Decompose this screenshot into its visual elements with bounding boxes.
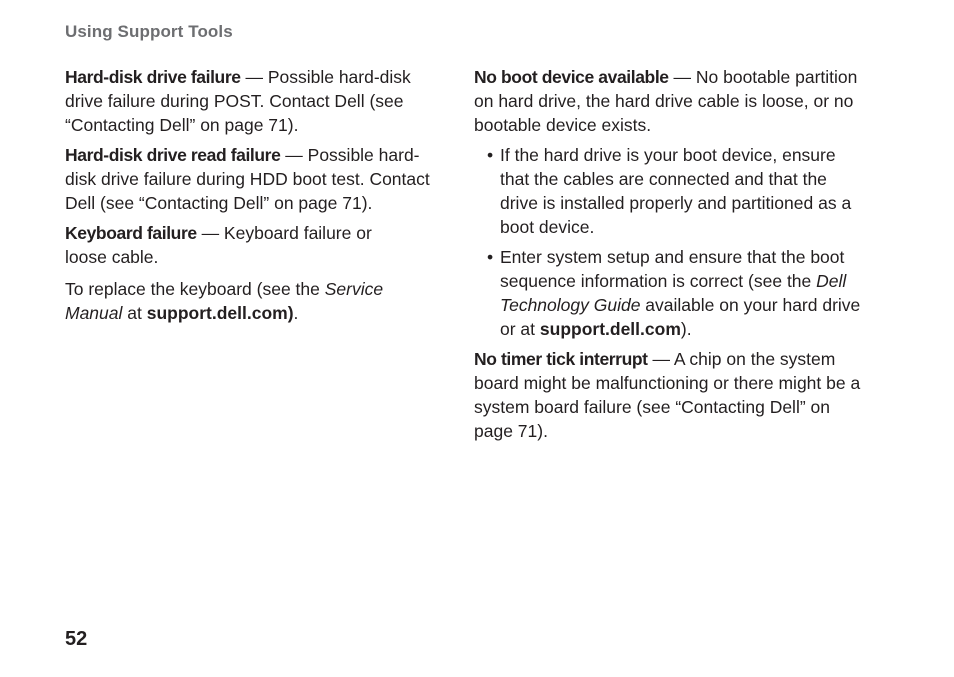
bullet-icon: • <box>487 145 494 165</box>
keyboard-replace-note <box>65 277 440 325</box>
support-site-link[interactable]: support.dell.com) <box>146 303 294 323</box>
hdd-read-failure-term: Hard-disk drive read failure <box>65 145 281 165</box>
page-number: 52 <box>65 628 88 650</box>
section-title: Using Support Tools <box>65 22 233 41</box>
list-item <box>474 143 864 239</box>
bullet-icon: • <box>487 247 494 267</box>
keyboard-failure-entry <box>65 221 385 269</box>
no-timer-tick-entry <box>474 347 864 443</box>
hdd-read-failure-description: — Possible hard-disk drive failure during HDD boot test. Contact Dell (see “Contacting Dell” on page 71). <box>65 145 430 213</box>
bullet-text: If the hard drive is your boot device, ensure that the cables are connected and that the drive is installed properly and partitioned as a boot device. <box>500 145 852 237</box>
keyboard-failure-term: Keyboard failure <box>65 223 197 243</box>
keyboard-failure-description: — Keyboard failure or loose cable. <box>65 223 372 267</box>
keyboard-replace-text: To replace the keyboard (see the <box>65 279 325 299</box>
hdd-failure-term: Hard-disk drive failure <box>65 67 241 87</box>
list-item <box>474 245 864 341</box>
no-boot-device-description: — No bootable partition on hard drive, the hard drive cable is loose, or no bootable device exists. <box>474 67 858 135</box>
no-boot-device-entry <box>474 65 864 137</box>
right-column <box>474 65 864 449</box>
boot-device-bullet-list <box>474 143 864 341</box>
support-site-link[interactable]: support.dell.com <box>539 319 681 339</box>
bullet-text-end: ). <box>680 319 692 339</box>
no-timer-tick-term: No timer tick interrupt <box>474 349 648 369</box>
left-column <box>65 65 440 331</box>
no-boot-device-term: No boot device available <box>474 67 669 87</box>
keyboard-replace-end: . <box>293 303 299 323</box>
bullet-text-middle: available on your hard drive or at <box>500 295 861 339</box>
no-timer-tick-description: — A chip on the system board might be malfunctioning or there might be a system board failure (see “Contacting Dell” on page 71). <box>474 349 861 441</box>
hdd-read-failure-entry <box>65 143 440 215</box>
keyboard-replace-at: at <box>122 303 147 323</box>
technology-guide-title: Dell Technology Guide <box>500 271 847 315</box>
hdd-failure-entry <box>65 65 440 137</box>
hdd-failure-description: — Possible hard-disk drive failure during POST. Contact Dell (see “Contacting Dell” on page 71). <box>65 67 411 135</box>
service-manual-title: Service Manual <box>65 279 384 323</box>
bullet-text: Enter system setup and ensure that the boot sequence information is correct (see the <box>500 247 845 291</box>
